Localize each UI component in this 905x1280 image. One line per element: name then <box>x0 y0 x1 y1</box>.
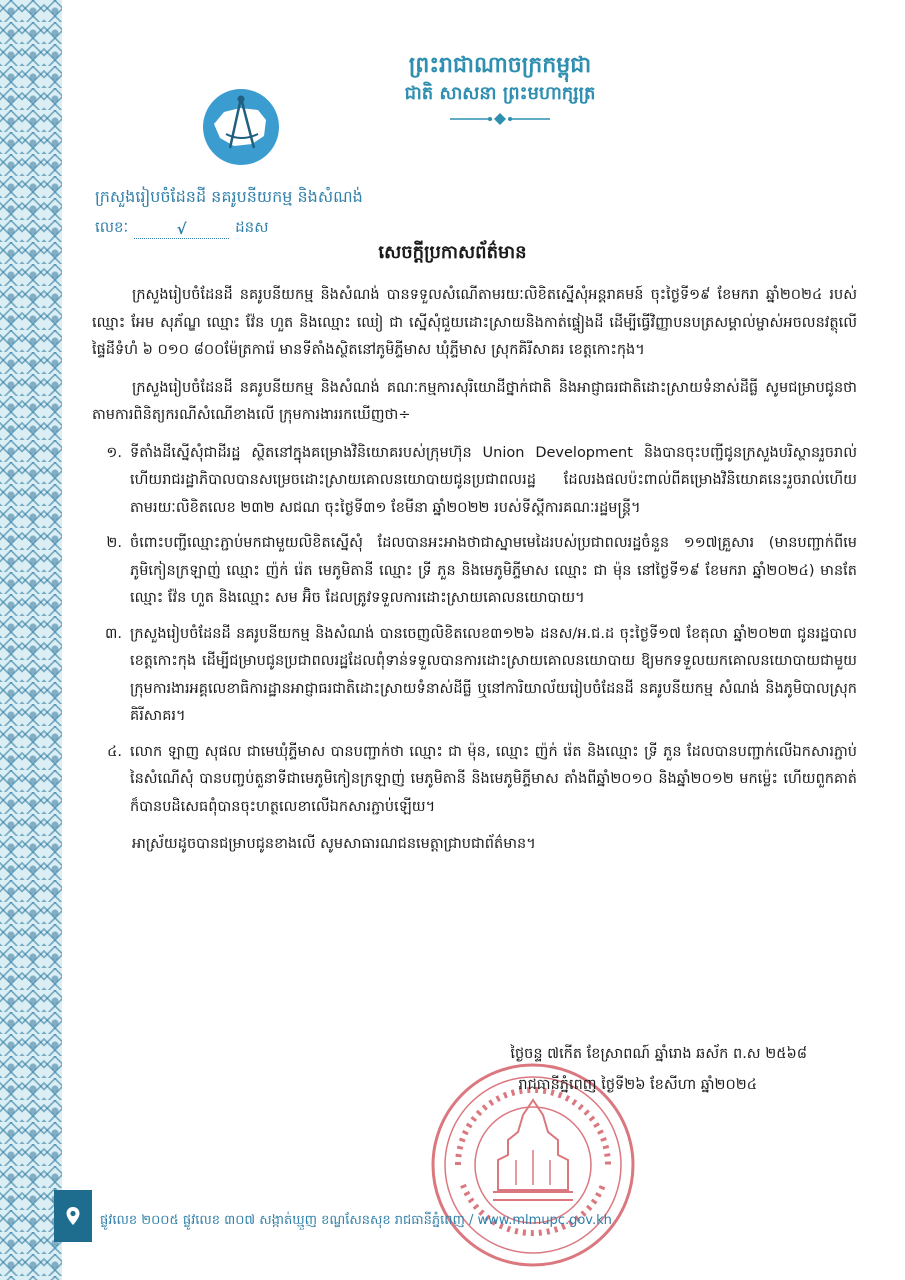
list-item-number: ៣. <box>105 625 122 642</box>
reference-value: √ <box>134 220 229 239</box>
decorative-border <box>0 0 62 1280</box>
list-item <box>92 739 857 822</box>
lunar-date: ថ្ងៃចន្ទ ៧កេីត ខែស្រាពណ៍ ឆ្នាំរោង ឆស័ក ព.ស ២៥៦៨ <box>510 1046 807 1062</box>
location-pin-icon <box>65 1206 81 1226</box>
kingdom-title: ព្រះរាជាណាចក្រកម្ពុជា <box>408 53 592 78</box>
paragraph: ក្រសួងរៀបចំដែនដី នគរូបនីយកម្ម និងសំណង់ បានទទួលសំណើតាមរយៈលិខិតស្នើសុំអន្តរាគមន៍ ចុះថ្ងៃទី១៩ ខែមករា ឆ្នាំ២០២៤ របស់ឈ្មោះ អែម សុភ័ណ្ឌ ឈ្មោះ វ៉ែន ហួត និងឈ្មោះ ឈៀ ជា ស្នើសុំជួយដោះស្រាយនិងកាត់ផ្ទៀងដី ដើម្បីធ្វើវិញ្ញាបនបត្រសម្គាល់ម្ចាស់អចលនវត្ថុលើផ្ទៃដីទំហំ ៦ ០១០ ៨០០ម៉ែត្រការ៉េ មានទីតាំងស្ថិតនៅភូមិភ្ទីមាស ឃុំភ្ទីមាស ស្រុកគិរីសាគរ ខេត្តកោះកុង។ <box>92 287 857 358</box>
document-title: សេចក្តីប្រកាសព័ត៌មាន <box>378 242 527 263</box>
reference-suffix: ដនស <box>235 218 269 236</box>
list-item-text: ចំពោះបញ្ជីឈ្មោះភ្ជាប់មកជាមួយលិខិតស្នើសុំ ដែលបានអះអាងថាជាស្នាមមេដៃរបស់ប្រជាពលរដ្ឋចំនួន ១១៧គ្រួសារ (មានបញ្ជាក់ពីមេភូមិកៀនក្រឡាញ់ ឈ្មោះ ញ៉ក់ រ៉េត មេភូមិតានី ឈ្មោះ ទ្រី ភួន និងមេភូមិភ្ទីមាស ឈ្មោះ ជា ម៉ុន នៅថ្ងៃទី១៩ ខែមករា ឆ្នាំ២០២៤) មានតែឈ្មោះ វ៉ែន ហួត និងឈ្មោះ សម អ៊ិច ដែលត្រូវទទួលការដោះស្រាយគោលនយោបាយ។ <box>130 535 857 606</box>
list-item <box>92 621 857 731</box>
list-item-number: ៤. <box>107 743 122 760</box>
list-item-text: លោក ឡាញ សុផល ជាមេឃុំភ្ទីមាស បានបញ្ជាក់ថា ឈ្មោះ ជា ម៉ុន, ឈ្មោះ ញ៉ក់ រ៉េត និងឈ្មោះ ទ្រី ភួន ដែលបានបញ្ជាក់លើឯកសារភ្ជាប់នៃសំណើសុំ បានបញ្ចប់តួនាទីជាមេភូមិកៀនក្រឡាញ់ មេភូមិតានី និងមេភូមិភ្ទីមាស តាំងពីឆ្នាំ២០១០ និងឆ្នាំ២០១២ មកម្ល៉េះ ហើយពួកគាត់ក៏បានបដិសេធពុំបានចុះហត្ថលេខាលើឯកសារភ្ជាប់ឡើយ។ <box>130 743 857 815</box>
document-body <box>92 282 857 869</box>
list-item <box>92 530 857 613</box>
closing-statement: អាស្រ័យដូចបានជម្រាបជូនខាងលើ សូមសាធារណជនមេត្តាជ្រាបជាព័ត៌មាន។ <box>132 836 536 852</box>
solar-date: រាជធានីភ្នំពេញ ថ្ងៃទី២៦ ខែសីហា ឆ្នាំ២០២៤ <box>518 1077 757 1093</box>
reference-number <box>95 218 268 240</box>
national-motto: ជាតិ សាសនា ព្រះមហាក្សត្រ <box>404 83 596 104</box>
footer-pin-box <box>54 1190 92 1242</box>
footer-address: ផ្លូវលេខ ២០០៥ ផ្លូវលេខ ៣០៧ សង្កាត់ឃ្មួញ ខណ្ឌសែនសុខ រាជធានីភ្នំពេញ / www.mlmupc.gov.kh <box>100 1213 612 1228</box>
letterhead <box>300 52 700 126</box>
ministry-logo-icon <box>200 86 282 168</box>
list-item-text: ទីតាំងដីស្នើសុំជាដីរដ្ឋ ស្ថិតនៅក្នុងគម្រោងវិនិយោគរបស់ក្រុមហ៊ុន Union Development និងបានចុះបញ្ជីជូនក្រសួងបរិស្ថានរួចរាល់ ហើយរាជរដ្ឋាភិបាលបានសម្រេចដោះស្រាយគោលនយោបាយជូនប្រជាពលរដ្ឋ ដែលរងផលប៉ះពាល់ពីគម្រោងវិនិយោគនេះរួចរាល់ហើយ តាមរយៈលិខិតលេខ ២៣២ សជណ ចុះថ្ងៃទី៣១ ខែមីនា ឆ្នាំ២០២២ របស់ទីស្ដីការគណៈរដ្ឋមន្ត្រី។ <box>130 444 857 516</box>
ministry-name: ក្រសួងរៀបចំដែនដី នគរូបនីយកម្ម និងសំណង់ <box>95 187 363 206</box>
reference-prefix: លេខៈ <box>95 218 129 236</box>
paragraph: ក្រសួងរៀបចំដែនដី នគរូបនីយកម្ម និងសំណង់ គណៈកម្មការសុរិយោដីថ្នាក់ជាតិ និងអាជ្ញាធរជាតិដោះស្រាយទំនាស់ដីធ្លី សូមជម្រាបជូនថា តាមការពិនិត្យករណីសំណើខាងលើ ក្រុមការងាររកឃើញថា÷ <box>92 379 857 423</box>
list-item-number: ១. <box>106 444 122 461</box>
list-item-text: ក្រសួងរៀបចំដែនដី នគរូបនីយកម្ម និងសំណង់ បានចេញលិខិតលេខ៣១២៦ ដនស/អ.ជ.ដ ចុះថ្ងៃទី១៧ ខែតុលា ឆ្នាំ២០២៣ ជូនរដ្ឋបាលខេត្តកោះកុង ដើម្បីជម្រាបជូនប្រជាពលរដ្ឋដែលពុំទាន់ទទួលបានការដោះស្រាយគោលនយោបាយ ឱ្យមកទទួលយកគោលនយោបាយជាមួយក្រុមការងារអគ្គលេខាធិការដ្ឋានអាជ្ញាធរជាតិដោះស្រាយទំនាស់ដីធ្លី ឬនៅការិយាល័យរៀបចំដែនដី នគរូបនីយកម្ម សំណង់ និងភូមិបាលស្រុកគិរីសាគរ។ <box>130 625 857 724</box>
list-item-number: ២. <box>106 535 122 551</box>
ornament-divider-icon <box>445 112 555 126</box>
list-item <box>92 440 857 523</box>
